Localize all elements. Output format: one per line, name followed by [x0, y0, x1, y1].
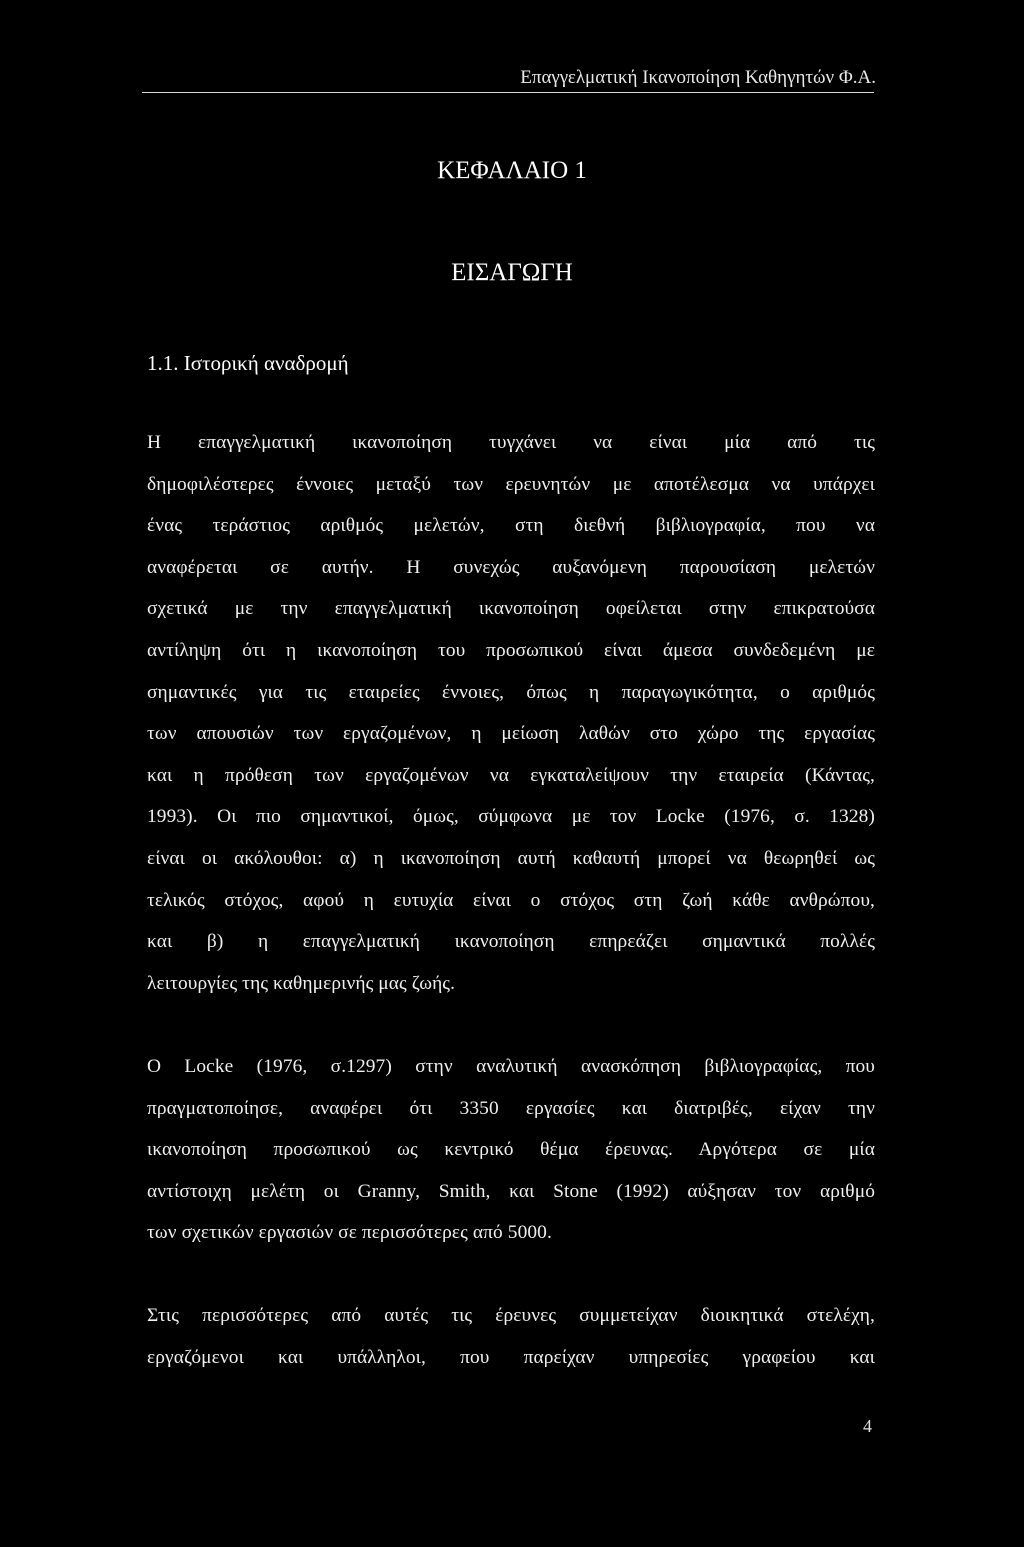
- paragraph-1: [147, 422, 875, 1004]
- paragraph-line: πραγματοποίησε, αναφέρει ότι 3350 εργασίες και διατριβές, είχαν την: [147, 1097, 875, 1119]
- chapter-number: ΚΕΦΑΛΑΙΟ 1: [437, 157, 587, 184]
- running-header: Επαγγελματική Ικανοποίηση Καθηγητών Φ.Α.: [520, 67, 876, 88]
- paragraph-line: Ο Locke (1976, σ.1297) στην αναλυτική ανασκόπηση βιβλιογραφίας, που: [147, 1056, 875, 1077]
- paragraph-line: αναφέρεται σε αυτήν. Η συνεχώς αυξανόμενη παρουσίαση μελετών: [147, 556, 875, 578]
- paragraph-line: Στις περισσότερες από αυτές τις έρευνες συμμετείχαν διοικητικά στελέχη,: [147, 1305, 875, 1326]
- paragraph-line: εργαζόμενοι και υπάλληλοι, που παρείχαν υπηρεσίες γραφείου και: [147, 1346, 875, 1368]
- paragraph-line: αντίληψη ότι η ικανοποίηση του προσωπικού είναι άμεσα συνδεδεμένη με: [147, 639, 875, 661]
- paragraph-line: σημαντικές για τις εταιρείες έννοιες, όπως η παραγωγικότητα, ο αριθμός: [147, 681, 875, 703]
- paragraph-line: λειτουργίες της καθημερινής μας ζωής.: [147, 972, 456, 994]
- chapter-title: ΕΙΣΑΓΩΓΗ: [451, 259, 573, 286]
- page-number: 4: [863, 1416, 872, 1436]
- paragraph-line: είναι οι ακόλουθοι: α) η ικανοποίηση αυτή καθαυτή μπορεί να θεωρηθεί ως: [147, 847, 875, 869]
- paragraph-line: των απουσιών των εργαζομένων, η μείωση λαθών στο χώρο της εργασίας: [147, 723, 875, 745]
- paragraph-2: [147, 1046, 875, 1254]
- header-rule: [142, 92, 874, 93]
- paragraph-line: τελικός στόχος, αφού η ευτυχία είναι ο στόχος στη ζωή κάθε ανθρώπου,: [147, 889, 875, 911]
- paragraph-line: αντίστοιχη μελέτη οι Granny, Smith, και Stone (1992) αύξησαν τον αριθμό: [147, 1180, 875, 1202]
- section-heading: 1.1. Ιστορική αναδρομή: [147, 351, 349, 375]
- paragraph-line: των σχετικών εργασιών σε περισσότερες από 5000.: [147, 1222, 552, 1244]
- paragraph-line: ικανοποίηση προσωπικού ως κεντρικό θέμα έρευνας. Αργότερα σε μία: [147, 1139, 875, 1161]
- paragraph-line: και β) η επαγγελματική ικανοποίηση επηρεάζει σημαντικά πολλές: [147, 931, 875, 953]
- paragraph-line: Η επαγγελματική ικανοποίηση τυγχάνει να είναι μία από τις: [147, 432, 875, 453]
- paragraph-line: και η πρόθεση των εργαζομένων να εγκαταλείψουν την εταιρεία (Κάντας,: [147, 764, 875, 786]
- paragraph-3: [147, 1295, 875, 1378]
- paragraph-line: δημοφιλέστερες έννοιες μεταξύ των ερευνητών με αποτέλεσμα να υπάρχει: [147, 473, 875, 495]
- paragraph-line: σχετικά με την επαγγελματική ικανοποίηση οφείλεται στην επικρατούσα: [147, 598, 875, 620]
- paragraph-line: ένας τεράστιος αριθμός μελετών, στη διεθνή βιβλιογραφία, που να: [147, 515, 875, 537]
- paragraph-line: 1993). Οι πιο σημαντικοί, όμως, σύμφωνα με τον Locke (1976, σ. 1328): [147, 806, 875, 828]
